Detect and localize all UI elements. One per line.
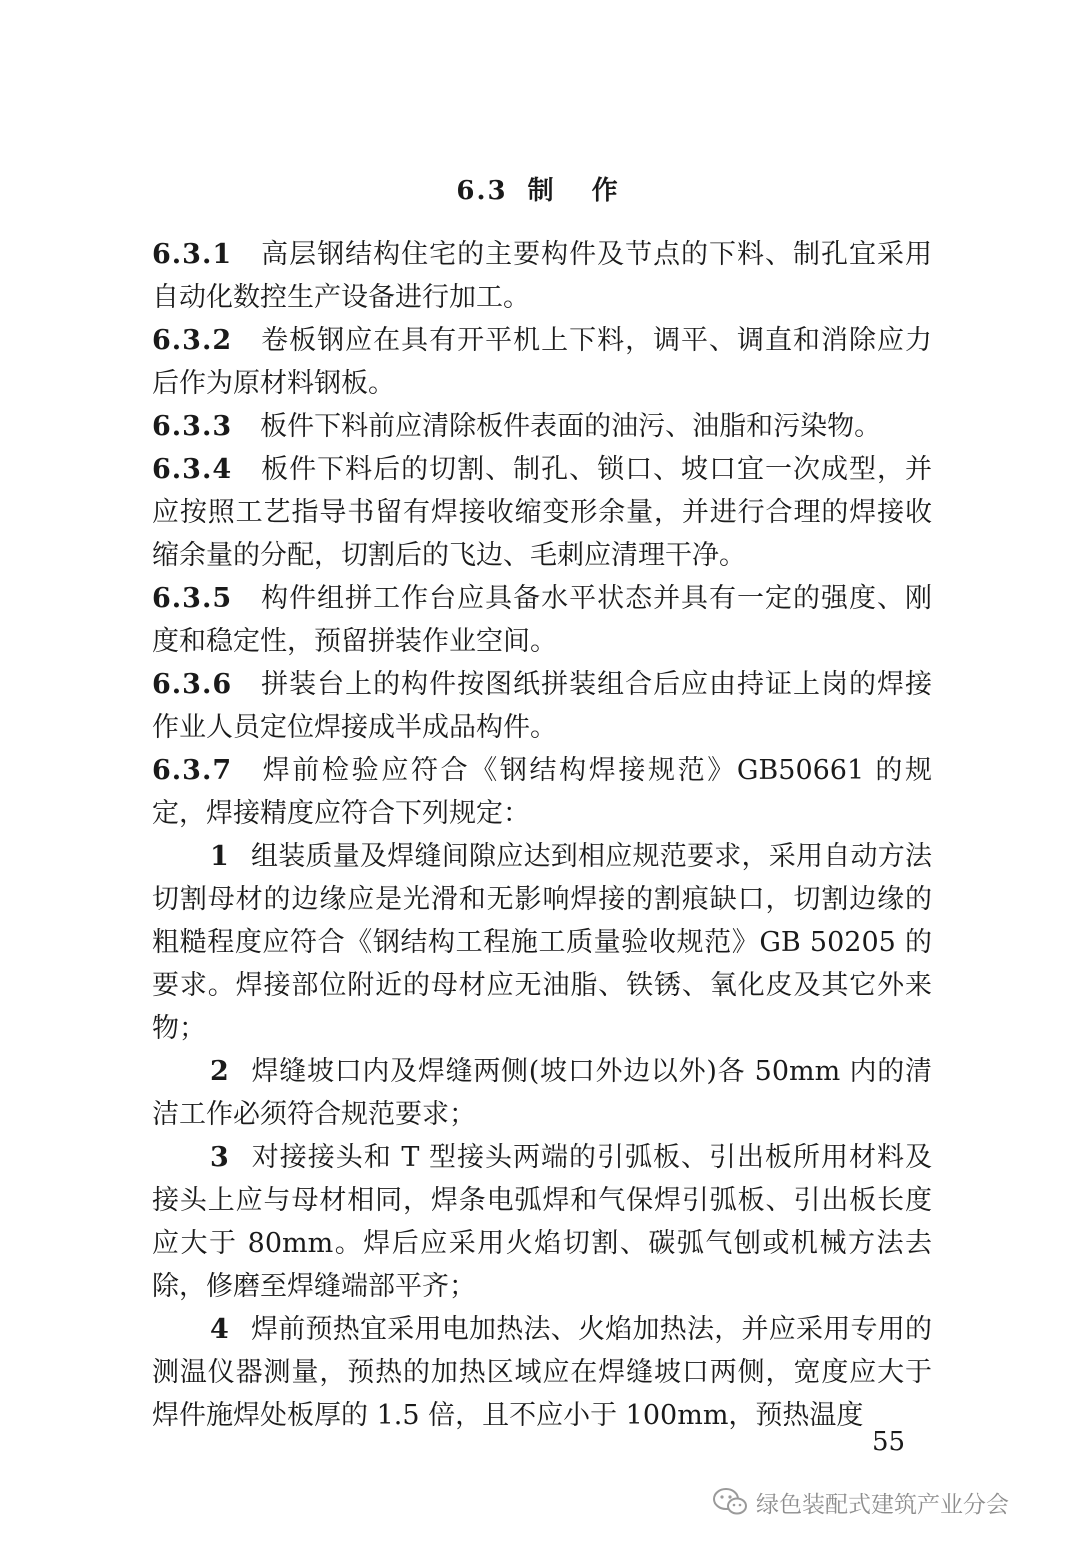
- clause-number: 6.3.4: [152, 454, 233, 485]
- clause: [152, 319, 932, 405]
- list-item: [152, 1308, 932, 1437]
- item-text: 焊缝坡口内及焊缝两侧(坡口外边以外)各 50mm 内的清洁工作必须符合规范要求；: [152, 1056, 932, 1130]
- clause: [152, 663, 932, 749]
- clause: [152, 577, 932, 663]
- watermark-text: 绿色装配式建筑产业分会: [756, 1491, 1009, 1518]
- clause-number: 6.3.7: [152, 755, 233, 786]
- clause: [152, 749, 932, 835]
- clause-number: 6.3.2: [152, 325, 233, 356]
- item-text: 组装质量及焊缝间隙应达到相应规范要求，采用自动方法切割母材的边缘应是光滑和无影响焊接的割痕缺口，切割边缘的粗糙程度应符合《钢结构工程施工质量验收规范》GB 50205 的要求。焊接部位附近的母材应无油脂、铁锈、氧化皮及其它外来物；: [152, 841, 932, 1044]
- item-number: 2: [210, 1056, 229, 1087]
- section-title: 制 作: [527, 176, 624, 206]
- item-text: 对接接头和 T 型接头两端的引弧板、引出板所用材料及接头上应与母材相同，焊条电弧焊和气保焊引弧板、引出板长度应大于 80mm。焊后应采用火焰切割、碳弧气刨或机械方法去除，修磨至焊缝端部平齐；: [152, 1142, 932, 1302]
- section-number: 6.3: [456, 176, 508, 206]
- clause-number: 6.3.5: [152, 583, 233, 614]
- clause: [152, 405, 932, 448]
- item-number: 3: [210, 1142, 229, 1173]
- clause-text: 板件下料后的切割、制孔、锁口、坡口宜一次成型，并应按照工艺指导书留有焊接收缩变形余量，并进行合理的焊接收缩余量的分配，切割后的飞边、毛刺应清理干净。: [152, 454, 932, 571]
- item-text: 焊前预热宜采用电加热法、火焰加热法，并应采用专用的测温仪器测量，预热的加热区域应在焊缝坡口两侧，宽度应大于焊件施焊处板厚的 1.5 倍，且不应小于 100mm，预热温度: [152, 1314, 932, 1431]
- clause: [152, 448, 932, 577]
- item-number: 1: [210, 841, 229, 872]
- watermark: [712, 1482, 1009, 1522]
- clause-text: 焊前检验应符合《钢结构焊接规范》GB50661 的规定，焊接精度应符合下列规定：: [152, 755, 932, 829]
- clause-text: 构件组拼工作台应具备水平状态并具有一定的强度、刚度和稳定性，预留拼装作业空间。: [152, 583, 932, 657]
- clause-text: 高层钢结构住宅的主要构件及节点的下料、制孔宜采用自动化数控生产设备进行加工。: [152, 239, 932, 313]
- clause-number: 6.3.3: [152, 411, 233, 442]
- item-number: 4: [210, 1314, 229, 1345]
- list-item: [152, 835, 932, 1050]
- clause-text: 板件下料前应清除板件表面的油污、油脂和污染物。: [260, 411, 882, 442]
- list-item: [152, 1050, 932, 1136]
- wechat-icon: [712, 1487, 748, 1517]
- section-heading: [0, 170, 1080, 207]
- clause-text: 拼装台上的构件按图纸拼装组合后应由持证上岗的焊接作业人员定位焊接成半成品构件。: [152, 669, 932, 743]
- clause: [152, 233, 932, 319]
- page-number: 55: [872, 1427, 906, 1457]
- document-body: [152, 233, 932, 1437]
- clause-number: 6.3.1: [152, 239, 233, 270]
- clause-text: 卷板钢应在具有开平机上下料，调平、调直和消除应力后作为原材料钢板。: [152, 325, 932, 399]
- list-item: [152, 1136, 932, 1308]
- clause-number: 6.3.6: [152, 669, 233, 700]
